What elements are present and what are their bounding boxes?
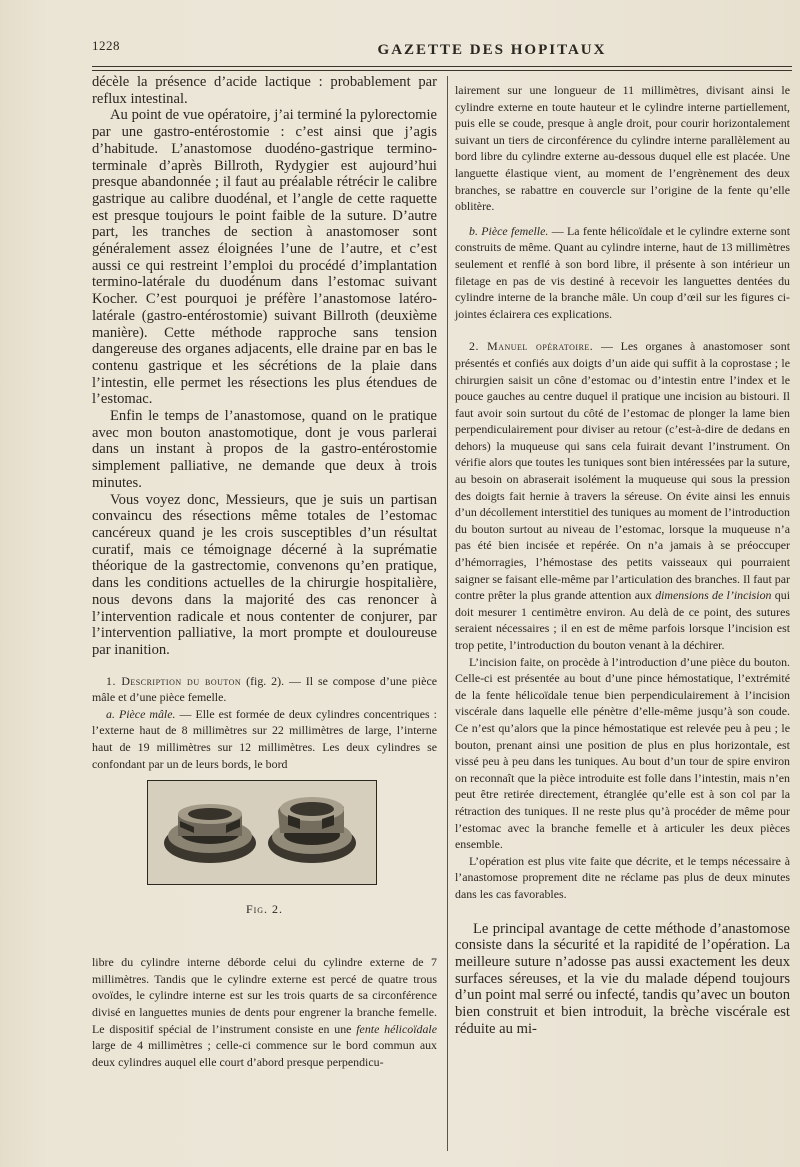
header-rule xyxy=(92,66,792,67)
item-label: b. Pièce femelle. xyxy=(469,223,549,238)
female-piece-drawing xyxy=(268,797,356,863)
column-divider xyxy=(447,76,448,1151)
left-small-text-after-figure xyxy=(92,954,437,1070)
section-1-paragraph: 1. Description du bouton (fig. 2). — Il se compose d’une pièce mâle et d’une pièce femelle. xyxy=(92,673,437,705)
paragraph: L’incision faite, on procède à l’introduction d’une pièce du bouton. Celle-ci est présentée au bout d’une pince hémostatique, l’extrémité de la fente hélicoïdale tenue bien perpendiculairement à l’incision viscérale dans laquelle elle pénètre d’elle-même jusqu’à son coude. Ce n’est qu’alors que la pince hémostatique est relevée peu à peu ; le bouton, prenant ainsi une position de plus en plus horizontale, est vissé peu à peu dans les tuniques. Au bout d’un tour de spire environ on reconnaît que la pièce introduite est folle dans l’intestin, mais n’en peut être retirée directement, étranglée qu’elle est à son col par la rétraction des tuniques. Il ne reste plus qu’à procéder de même pour l’estomac avec la branche femelle et à articuler les deux pièces ensemble. xyxy=(455,654,790,852)
paragraph: lairement sur une longueur de 11 millimètres, divisant ainsi le cylindre externe en toute hauteur et le cylindre interne partiellement, puis elle se coude, presque à angle droit, pour courir horizontalement suivant un tiers de circonférence du cylindre interne parallèlement au bord libre du cylindre externe au-dessous duquel elle est placée. Une languette élastique vient, au moment de l’engrènement des deux branches, se rabattre en couvercle sur l’origine de la fente qu’elle oblitère. xyxy=(455,83,790,214)
journal-title: GAZETTE DES HOPITAUX xyxy=(377,42,607,58)
header-rule-thin xyxy=(92,70,792,71)
right-small-text xyxy=(455,82,790,903)
paragraph: Vous voyez donc, Messieurs, que je suis un partisan convaincu des résections même totales de l’estomac cancéreux quand je les crois susceptibles d’un résultat curatif, mais ce témoignage décerné à la suprématie théorique de la gastrectomie, convenons qu’en pratique, dans les conditions actuelles de la chirurgie hospitalière, nous devons dans la majorité des cas renoncer à l’intervention radicale et nous contenter de conjurer, par l’intervention palliative, la mort prompte et douloureuse par inanition. xyxy=(92,491,437,658)
anastomosis-button-illustration xyxy=(148,781,376,884)
section-heading: 2. Manuel opératoire. xyxy=(469,339,594,354)
figure xyxy=(92,778,437,946)
right-large-text xyxy=(455,921,790,1038)
paragraph: Enfin le temps de l’anastomose, quand on le pratique avec mon bouton anastomotique, dont je vous parlerai dans un instant à propos de la gastro-entérostomie simplement palliative, ne demande que deux à trois minutes. xyxy=(92,408,437,491)
figure-caption: Fig. 2. xyxy=(245,902,284,917)
paragraph: décèle la présence d’acide lactique : probablement par reflux intestinal. xyxy=(92,74,437,107)
right-column xyxy=(455,82,790,1037)
paragraph: libre du cylindre interne déborde celui du cylindre externe de 7 millimètres. Tandis que le cylindre externe est percé de quatre trous ovoïdes, le cylindre interne est sur les trois quarts de sa circonférence divisé en languettes munies de dents pour engrener la branche femelle. Le dispositif spécial de l’instrument consiste en une fente hélicoïdale large de 4 millimètres ; celle-ci commence sur le bord commun aux deux cylindres auquel elle court d’abord presque perpendicu- xyxy=(92,955,437,1069)
item-b-paragraph: b. Pièce femelle. — La fente hélicoïdale et le cylindre externe sont construits de même. Quant au cylindre interne, haut de 13 millimètres seulement et renflé à son bord libre, il présente à son intérieur un filetage en pas de vis destiné à recevoir les languettes dentées du cylindre interne de la branche mâle. Un coup d’œil sur les figures ci-jointes éclairera ces explications. xyxy=(455,223,790,321)
left-column xyxy=(92,74,437,1070)
paragraph: Le principal avantage de cette méthode d’anastomose consiste dans la sécurité et la rapidité de l’opération. La meilleure suture n’adosse pas aussi exactement les deux surfaces séreuses, et la vie du malade dépend toujours d’un point mal serré ou infecté, tandis qu’avec un bouton bien construit et bien introduit, la brèche viscérale est réduite au mi- xyxy=(455,920,790,1037)
page-header xyxy=(92,34,772,64)
section-2-paragraph: 2. Manuel opératoire. — Les organes à anastomoser sont présentés et confiés aux doigts d’un aide qui suffit à la coprostase ; le chirurgien saisit un cône d’estomac ou d’intestin entre l’index et le pouce gauches au centre duquel il pratique une incision au bistouri. Il faut avoir soin surtout du côté de l’estomac de plonger la lame bien perpendiculairement pour diviser au retour (c’est-à-dire de dedans en dehors) la muqueuse qui sans cela fuirait devant l’instrument. On vérifie alors que toutes les tuniques sont bien intéressées par la suture, au besoin on abraserait isolément la muqueuse qui sous la pression des doigts fait hernie à travers la séreuse. On évite ainsi les ennuis d’un décollement interstitiel des tuniques au moment de l’introduction du bouton surtout au niveau de l’estomac, lorsque la muqueuse n’a pas été bien incisée et repérée. On n’a jamais à se préoccuper d’hémorragies, l’hémostase des petits vaisseaux qui pourraient saigner se faisant elle-même par l’articulation des branches. Il faut par contre prêter la plus grande attention aux dimensions de l’incision qui doit mesurer 1 centimètre environ. Au delà de ce point, des sutures seraient nécessaires ; il en est de même parfois lorsque l’incision est trop petite, l’introduction du bouton venant à la déchirer. xyxy=(455,339,790,652)
item-label: a. Pièce mâle. xyxy=(106,706,176,721)
section-heading: 1. Description du bouton xyxy=(106,673,242,688)
page-number: 1228 xyxy=(92,38,120,53)
item-a-paragraph: a. Pièce mâle. — Elle est formée de deux cylindres concentriques : l’externe haut de 8 millimètres sur 22 millimètres de large, l’interne haut de 19 millimètres sur 12 millimètres. Les deux cylindres se confondant par un de leurs bords, le bord xyxy=(92,706,437,771)
paragraph: Au point de vue opératoire, j’ai terminé la pylorectomie par une gastro-entérostomie : c’est ainsi que j’agis d’habitude. L’anastomose duodéno-gastrique termino-terminale d’après Billroth, Rydygier est aujourd’hui presque abandonnée ; il faut au préalable rétrécir le calibre gastrique au calibre duodénal, et l’angle de cette raquette est presque toujours le point faible de la suture. D’autre part, les tranches de section à anastomoser sont généralement assez éloignées l’une de l’autre, et c’est aussi ce qui restreint l’emploi du procédé d’implantation termino-latérale du duodénum dans l’estomac suivant Kocher. C’est pourquoi je préfère l’anastomose latéro-latérale (gastro-entérostomie) suivant Billroth (deuxième manière). Cette méthode rapproche sans tension dangereuse des organes adjacents, elle draine par en bas le contenu gastrique et les sécrétions de la plaie dans l’intestin, elle permet les résections les plus étendues de l’estomac. xyxy=(92,107,437,408)
figure-photo xyxy=(147,780,377,885)
left-small-text xyxy=(92,673,437,773)
paragraph: L’opération est plus vite faite que décrite, et le temps nécessaire à l’anastomose proprement dite ne réclame pas plus de deux minutes dans les cas favorables. xyxy=(455,853,790,901)
left-large-text xyxy=(92,74,437,659)
